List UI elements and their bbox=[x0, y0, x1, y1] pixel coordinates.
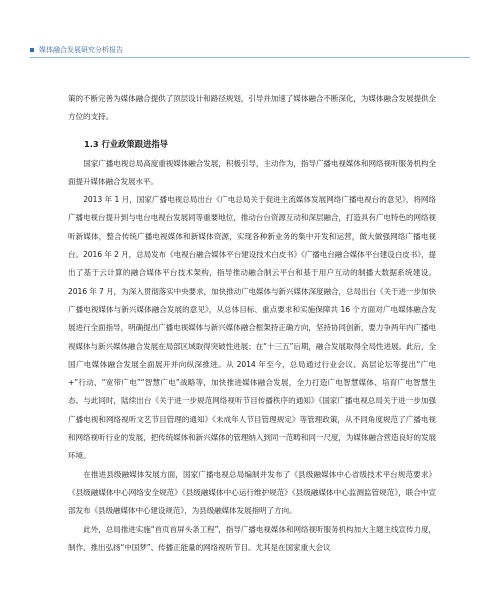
body-paragraph: 此外，总局推进实施“首页首屏头条工程”，指导广播电视媒体和网络视听服务机构加大主题主线宣传力度，制作、推出弘扬“中国梦”、传播正能量的网络视听节目。尤其是在国家重大会议 bbox=[68, 524, 436, 552]
body-paragraph: 策的不断完善为媒体融合提供了顶层设计和路径规划，引导并加速了媒体融合不断深化，为媒体融合发展提供全方位的支持。 bbox=[68, 94, 436, 122]
body-paragraph: 国家广播电视总局高度重视媒体融合发展，积极引导，主动作为，指导广播电视媒体和网络视听服务机构全面提升媒体融合发展水平。 bbox=[68, 158, 436, 186]
document-body bbox=[68, 90, 436, 557]
header-bullet-icon bbox=[30, 48, 34, 52]
body-paragraph: 2013 年 1 月，国家广播电视总局出台《广电总局关于促进主流媒体发展网络广播电视台的意见》，将网络广播电视台提升到与电台电视台发展同等重要地位，推动台台资源互动和深层融合，打造具有广电特色的网络视听新媒体，整合传统广播电视媒体和新媒体资源，实现各种新业务的集中开发和运营，做大做强网络广播电视台。2016 年 2 月，总局发布《电视台融合媒体平台建设技术白皮书》《广播电台融合媒体平台建设白皮书》，提出了基于云计算的融合媒体平台技术架构，指导推动融合制云平台和基于用户互动的制播大数据系统建设。2016 年 7 月，为深入贯彻落实中央要求，加快推动广电媒体与新兴媒体深度融合，总局出台《关于进一步加快广播电视媒体与新兴媒体融合发展的意见》，从总体目标、重点要求和实施保障共 16 个方面对广电媒体融合发展进行全面指导，明确提出广播电视媒体与新兴媒体融合框架持正确方向，坚持协同创新，要力争两年内广播电视媒体与新兴媒体融合发展在局部区域取得突破性进展；在“十三五”后期，融合发展取得全局性进展。此后，全国广电媒体融合发展全面展开并向纵深推进。从 2014 年至今，总局通过行业会议、高层论坛等提出“广电 +”行动、“宽带广电”“智慧广电”战略等，加快推进媒体融合发展，全力打造广电智慧媒体、培育广电智慧生态。与此同时，陆续出台《关于进一步规范网络视听节目传播秩序的通知》《国家广播电视总局关于进一步加强广播电视和网络视听文艺节目管理的通知》《未成年人节目管理规定》等管理政策，从不同角度规范了广播电视和网络视听行业的发展，把传统媒体和新兴媒体的管理纳入到同一范畴和同一尺度，为媒体融合营造良好的发展环境。 bbox=[68, 195, 436, 461]
section-heading: 1.3 行业政策跟进指导 bbox=[84, 138, 168, 149]
header-divider bbox=[30, 57, 470, 58]
header-title: 媒体融合发展研究分析报告 bbox=[39, 46, 123, 54]
body-paragraph: 在推进县级融媒体发展方面，国家广播电视总局编制并发布了《县级融媒体中心省级技术平台规范要求》《县级融媒体中心网络安全规范》《县级融媒体中心运行维护规范》《县级融媒体中心监测监管规范》，联合中宣部发布《县级融媒体中心建设规范》，为县级融媒体发展指明了方向。 bbox=[68, 469, 436, 516]
page-header bbox=[30, 45, 123, 55]
